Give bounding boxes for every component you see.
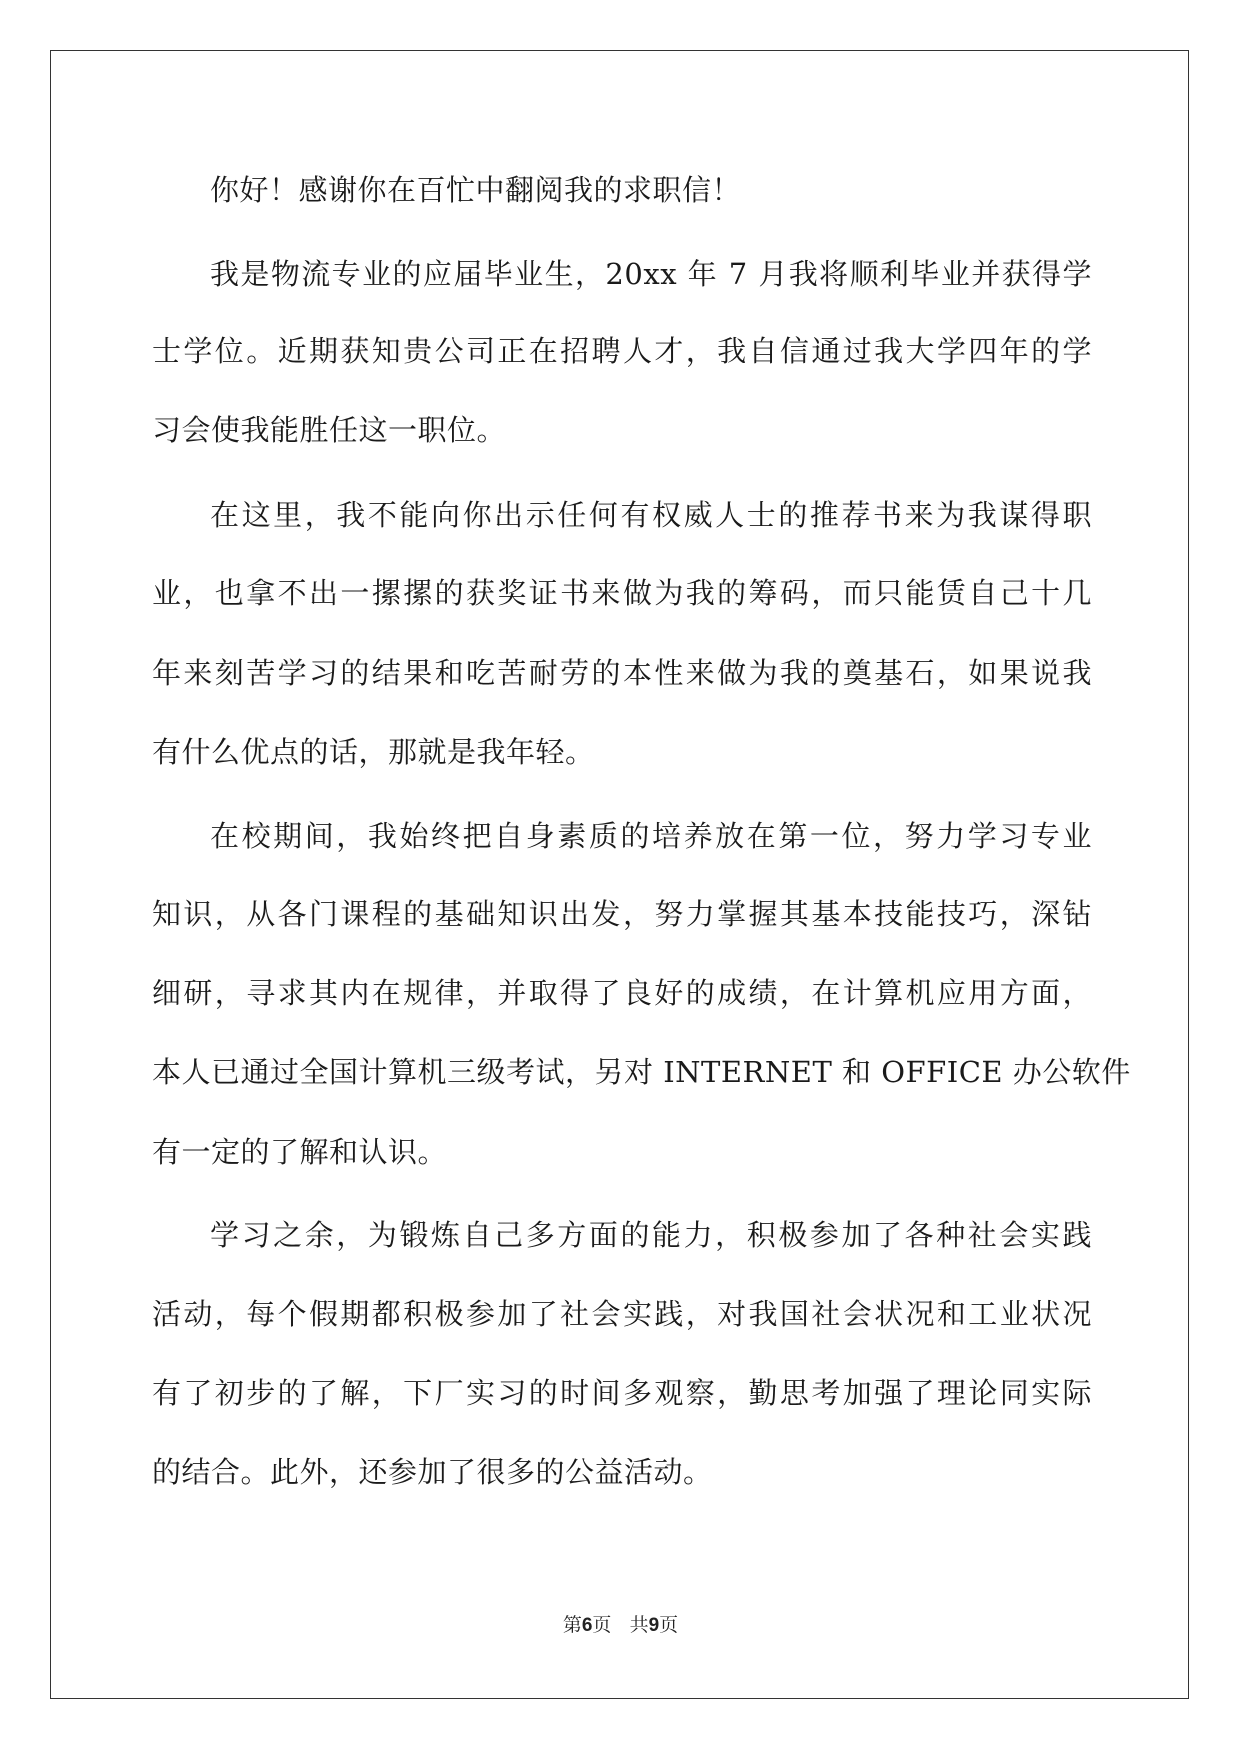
- paragraph-2-line-2: 业，也拿不出一摞摞的获奖证书来做为我的筹码，而只能赁自己十几: [152, 576, 1092, 610]
- page-footer: [0, 1613, 1241, 1638]
- paragraph-2-line-3: 年来刻苦学习的结果和吃苦耐劳的本性来做为我的奠基石，如果说我: [152, 656, 1092, 690]
- paragraph-2-line-4: 有什么优点的话，那就是我年轻。: [152, 735, 595, 769]
- page-suffix: 页: [592, 1614, 612, 1636]
- total-suffix: 页: [659, 1614, 679, 1636]
- greeting-line: 你好！感谢你在百忙中翻阅我的求职信！: [210, 173, 742, 207]
- paragraph-4-line-4: 的结合。此外，还参加了很多的公益活动。: [152, 1455, 713, 1489]
- total-prefix: 共: [629, 1614, 649, 1636]
- paragraph-1-line-2: 士学位。近期获知贵公司正在招聘人才，我自信通过我大学四年的学: [152, 334, 1092, 368]
- paragraph-3-line-1: 在校期间，我始终把自身素质的培养放在第一位，努力学习专业: [210, 819, 1092, 853]
- paragraph-3-line-2: 知识，从各门课程的基础知识出发，努力掌握其基本技能技巧，深钻: [152, 897, 1092, 931]
- paragraph-3-line-3: 细研，寻求其内在规律，并取得了良好的成绩，在计算机应用方面，: [152, 976, 1092, 1010]
- paragraph-1-line-1: 我是物流专业的应届毕业生，20xx 年 7 月我将顺利毕业并获得学: [210, 257, 1092, 291]
- total-pages-number: 9: [648, 1615, 660, 1636]
- paragraph-4-line-2: 活动，每个假期都积极参加了社会实践，对我国社会状况和工业状况: [152, 1297, 1092, 1331]
- paragraph-3-line-4: 本人已通过全国计算机三级考试，另对 INTERNET 和 OFFICE 办公软件: [152, 1055, 1131, 1089]
- current-page-number: 6: [581, 1615, 593, 1636]
- paragraph-3-line-5: 有一定的了解和认识。: [152, 1135, 448, 1169]
- paragraph-2-line-1: 在这里，我不能向你出示任何有权威人士的推荐书来为我谋得职: [210, 498, 1092, 532]
- page-prefix: 第: [562, 1614, 582, 1636]
- paragraph-4-line-1: 学习之余，为锻炼自己多方面的能力，积极参加了各种社会实践: [210, 1218, 1092, 1252]
- paragraph-4-line-3: 有了初步的了解，下厂实习的时间多观察，勤思考加强了理论同实际: [152, 1376, 1092, 1410]
- paragraph-1-line-3: 习会使我能胜任这一职位。: [152, 413, 507, 447]
